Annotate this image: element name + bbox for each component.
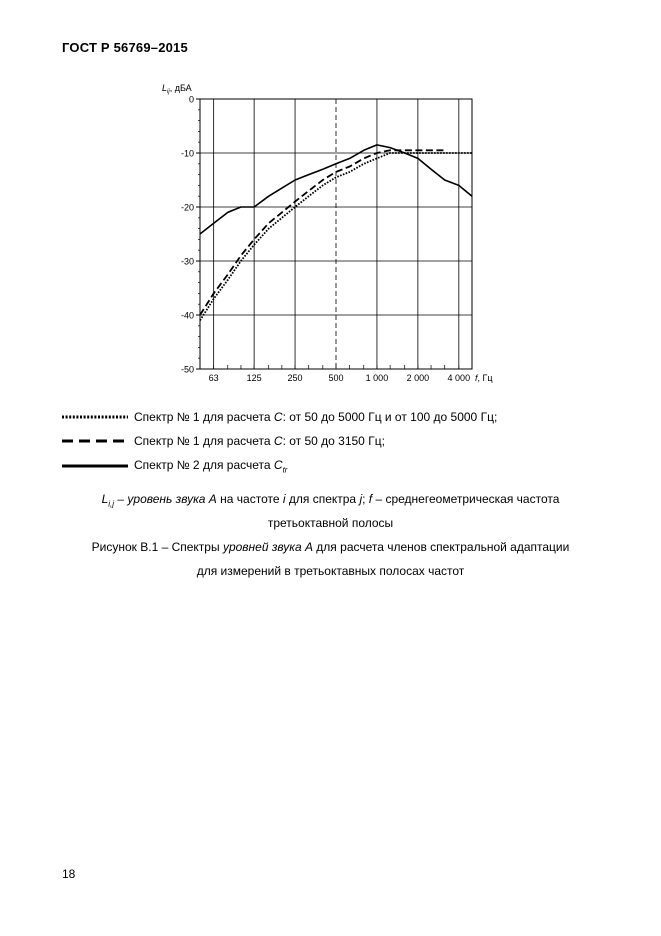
x-tick-label: 63 xyxy=(208,373,219,383)
page-number: 18 xyxy=(62,867,76,881)
legend-item-dashed xyxy=(62,434,385,448)
y-axis-label: $L_{ij}$, дБА xyxy=(162,83,192,95)
legend-swatch-dashed xyxy=(62,437,128,445)
x-tick-label: 4 000 xyxy=(447,373,471,383)
legend-text: Спектр № 1 для расчета C: от 50 до 3150 Гц; xyxy=(134,434,385,448)
legend-item-solid xyxy=(62,458,287,474)
chart-axes xyxy=(196,99,472,369)
chart xyxy=(0,0,661,400)
document-header: ГОСТ Р 56769–2015 xyxy=(62,40,188,55)
figure-title-line-1: Рисунок В.1 – Спектры уровней звука А для расчета членов спектральной адаптации xyxy=(91,540,570,554)
chart-labels xyxy=(162,83,493,383)
legend-item-dotted xyxy=(62,410,497,424)
x-tick-label: 1 000 xyxy=(365,373,389,383)
legend-swatch-solid xyxy=(62,462,128,470)
chart-grid xyxy=(200,99,472,369)
x-tick-label: 2 000 xyxy=(406,373,430,383)
y-tick-label: -20 xyxy=(180,202,194,213)
y-tick-label: 0 xyxy=(188,94,194,105)
y-tick-label: -30 xyxy=(180,256,194,267)
legend-text: Спектр № 1 для расчета C: от 50 до 5000 Гц и от 100 до 5000 Гц; xyxy=(134,410,498,424)
x-tick-label: 500 xyxy=(328,373,344,383)
figure-title-line-2: для измерений в третьоктавных полосах частот xyxy=(196,564,465,578)
x-tick-label: 125 xyxy=(246,373,262,383)
figure-caption-line-2: третьоктавной полосы xyxy=(267,516,394,530)
figure-caption-line-1: $L_{i,j}$ – уровень звука A на частоте i для спектра j; f – среднегеометрическая частота xyxy=(101,492,560,509)
x-tick-label: 250 xyxy=(287,373,303,383)
y-tick-label: -50 xyxy=(180,364,194,375)
y-tick-label: -10 xyxy=(180,148,194,159)
x-axis-label: f, Гц xyxy=(475,373,493,383)
series-line-dashed xyxy=(200,150,445,315)
y-tick-label: -40 xyxy=(180,310,194,321)
legend-swatch-dotted xyxy=(62,413,128,421)
legend-text: Спектр № 2 для расчета $C_{tr}$ xyxy=(134,458,288,475)
